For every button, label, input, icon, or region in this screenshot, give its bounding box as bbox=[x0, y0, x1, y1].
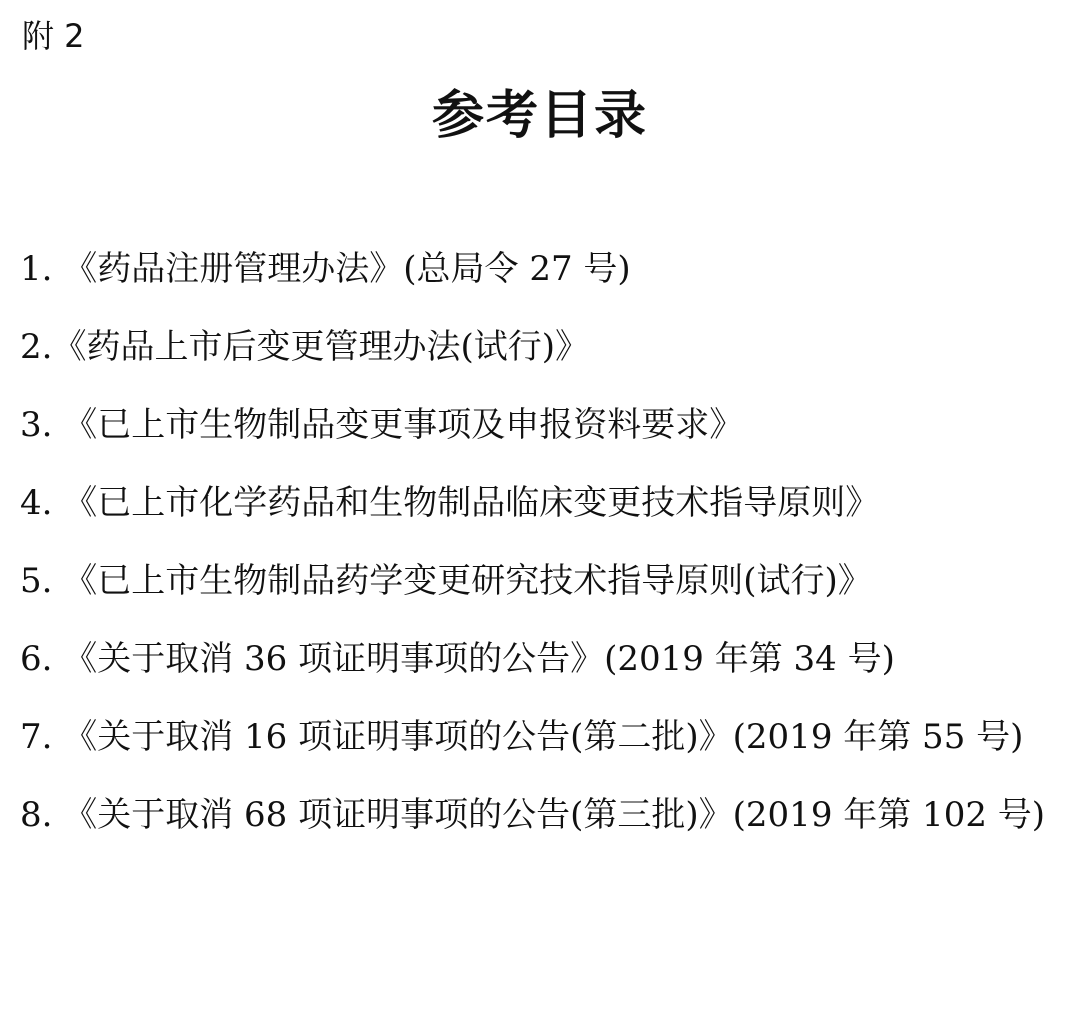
reference-item-4: 4. 《已上市化学药品和生物制品临床变更技术指导原则》 bbox=[20, 483, 880, 523]
reference-item-3: 3. 《已上市生物制品变更事项及申报资料要求》 bbox=[20, 405, 744, 445]
reference-list bbox=[20, 230, 1065, 854]
reference-item-5: 5. 《已上市生物制品药学变更研究技术指导原则(试行)》 bbox=[20, 561, 872, 601]
reference-item-6: 6. 《关于取消 36 项证明事项的公告》(2019 年第 34 号) bbox=[20, 639, 895, 679]
page-title: 参考目录 bbox=[431, 85, 648, 146]
reference-item-7: 7. 《关于取消 16 项证明事项的公告(第二批)》(2019 年第 55 号) bbox=[20, 717, 1024, 757]
reference-item-8: 8. 《关于取消 68 项证明事项的公告(第三批)》(2019 年第 102 号) bbox=[20, 795, 1046, 835]
attachment-label: 附 2 bbox=[22, 17, 85, 55]
reference-item-2: 2.《药品上市后变更管理办法(试行)》 bbox=[20, 327, 589, 367]
reference-item-1: 1. 《药品注册管理办法》(总局令 27 号) bbox=[20, 249, 631, 289]
